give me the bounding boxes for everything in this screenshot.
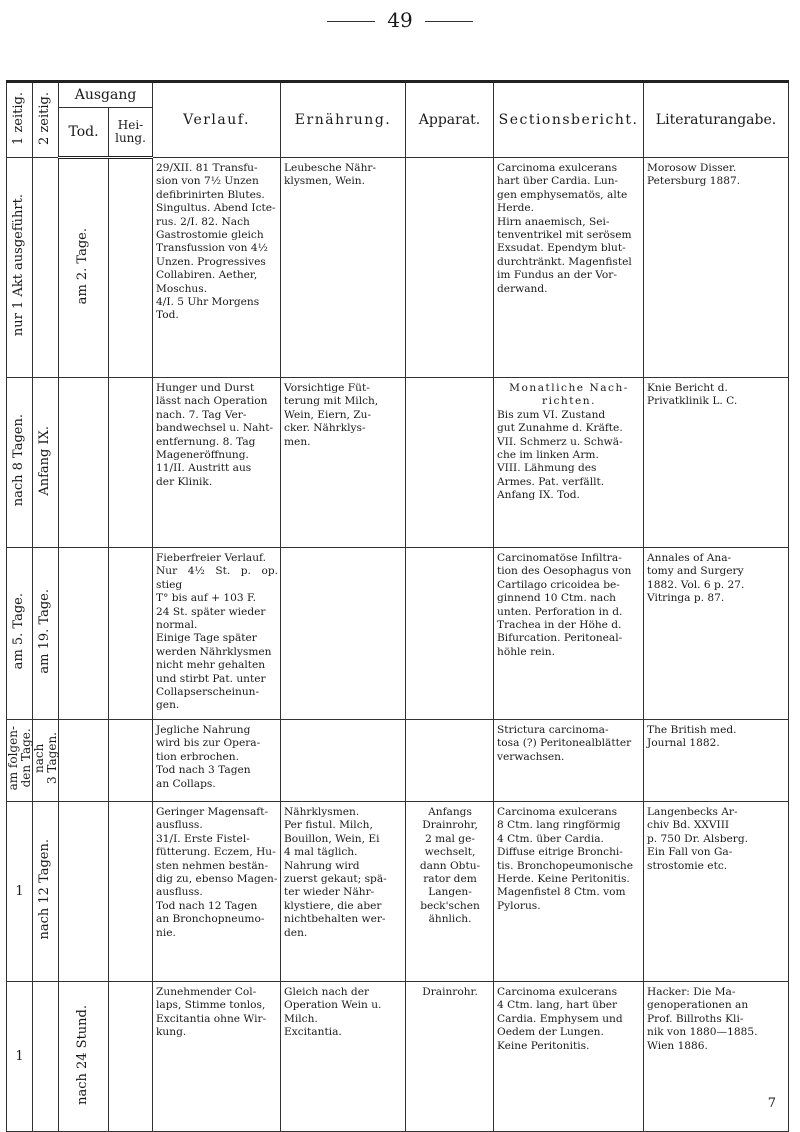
- cell-1-zeitig: am 5. Tage.: [7, 548, 33, 720]
- cell-1-zeitig: 1: [7, 802, 33, 982]
- cell-2-zeitig: nach 12 Tagen.: [33, 802, 59, 982]
- table-row: [7, 982, 789, 1132]
- cell-1-zeitig: nach 8 Tagen.: [7, 378, 33, 548]
- cell-literatur: Annales of Ana- tomy and Surgery 1882. Vol. 6 p. 27. Vitringa p. 87.: [644, 548, 789, 720]
- header-sectionsbericht: Sectionsbericht.: [494, 82, 644, 158]
- table-row: [7, 802, 789, 982]
- case-table: [6, 80, 789, 1132]
- cell-literatur: Morosow Disser. Petersburg 1887.: [644, 158, 789, 378]
- cell-apparat: [406, 548, 494, 720]
- cell-tod: [59, 378, 109, 548]
- cell-ernaehrung: [281, 720, 406, 802]
- section-subtitle: Monatliche Nach- richten.: [509, 382, 629, 408]
- header-2-zeitig: 2 zeitig.: [33, 82, 59, 158]
- cell-verlauf: Jegliche Nahrung wird bis zur Opera- tion erbrochen. Tod nach 3 Tagen an Collaps.: [153, 720, 281, 802]
- cell-2-zeitig: [33, 158, 59, 378]
- cell-2-zeitig: [33, 982, 59, 1132]
- cell-heilung: [109, 548, 153, 720]
- page-number-text: 49: [387, 8, 413, 32]
- cell-apparat: [406, 158, 494, 378]
- header-apparat: Apparat.: [406, 82, 494, 158]
- cell-verlauf: Hunger und Durst lässt nach Operation nach. 7. Tag Ver- bandwechsel u. Naht- entfernung. 8. Tag Mageneröffnung. 11/II. Austritt aus der Klinik.: [153, 378, 281, 548]
- header-tod: Tod.: [59, 108, 109, 158]
- cell-sectionsbericht: Carcinoma exulcerans hart über Cardia. Lun- gen emphysematös, alte Herde. Hirn anaemisch, Sei- tenventrikel mit serösem Exsudat. Ependym blut- durchtränkt. Magenfistel im Fundus an der Vor- derwand.: [494, 158, 644, 378]
- cell-ernaehrung: Gleich nach der Operation Wein u. Milch. Excitantia.: [281, 982, 406, 1132]
- cell-sectionsbericht: Strictura carcinoma- tosa (?) Peritonealblätter verwachsen.: [494, 720, 644, 802]
- cell-1-zeitig: nur 1 Akt ausgeführt.: [7, 158, 33, 378]
- cell-ernaehrung: [281, 548, 406, 720]
- cell-sectionsbericht: Carcinoma exulcerans 4 Ctm. lang, hart über Cardia. Emphysem und Oedem der Lungen. Keine Peritonitis.: [494, 982, 644, 1132]
- cell-literatur: Hacker: Die Ma- genoperationen an Prof. Billroths Kli- nik von 1880—1885. Wien 1886.: [644, 982, 789, 1132]
- cell-heilung: [109, 378, 153, 548]
- dash-right: [425, 21, 473, 22]
- cell-apparat: Drainrohr.: [406, 982, 494, 1132]
- table-row: [7, 158, 789, 378]
- cell-verlauf: 29/XII. 81 Transfu- sion von 7½ Unzen defibrinirten Blutes. Singultus. Abend Icte- rus. 2/I. 82. Nach Gastrostomie gleich Transfussion von 4½ Unzen. Progressives Collabiren. Aether, Moschus. 4/I. 5 Uhr Morgens Tod.: [153, 158, 281, 378]
- cell-tod: [59, 720, 109, 802]
- cell-heilung: [109, 720, 153, 802]
- section-body: Bis zum VI. Zustand gut Zunahme d. Kräfte. VII. Schmerz u. Schwä- che im linken Arm. VIII. Lähmung des Armes. Pat. verfällt. Anfang IX. Tod.: [497, 408, 623, 502]
- cell-apparat: [406, 378, 494, 548]
- cell-1-zeitig: am folgen- den Tage.: [7, 720, 33, 802]
- cell-2-zeitig: Anfang IX.: [33, 378, 59, 548]
- table-row: [7, 548, 789, 720]
- cell-literatur: Langenbecks Ar- chiv Bd. XXVIII p. 750 Dr. Alsberg. Ein Fall von Ga- strostomie etc.: [644, 802, 789, 982]
- header-ernaehrung: Ernährung.: [281, 82, 406, 158]
- header-ausgang: Ausgang: [59, 82, 153, 108]
- cell-2-zeitig: am 19. Tage.: [33, 548, 59, 720]
- cell-ernaehrung: Leubesche Nähr- klysmen, Wein.: [281, 158, 406, 378]
- cell-heilung: [109, 802, 153, 982]
- cell-tod: nach 24 Stund.: [59, 982, 109, 1132]
- cell-apparat: [406, 720, 494, 802]
- cell-ernaehrung: Nährklysmen. Per fistul. Milch, Bouillon, Wein, Ei 4 mal täglich. Nahrung wird zuerst gekaut; spä- ter wieder Nähr- klystiere, die aber nichtbehalten wer- den.: [281, 802, 406, 982]
- cell-sectionsbericht: Carcinomatöse Infiltra- tion des Oesophagus von Cartilago cricoidea be- ginnend 10 Ctm. nach unten. Perforation in d. Trachea in der Höhe d. Bifurcation. Peritoneal- höhle rein.: [494, 548, 644, 720]
- cell-tod: [59, 548, 109, 720]
- cell-heilung: [109, 982, 153, 1132]
- header-heilung: Hei- lung.: [109, 108, 153, 158]
- cell-tod: am 2. Tage.: [59, 158, 109, 378]
- header-1-zeitig: 1 zeitig.: [7, 82, 33, 158]
- cell-literatur: The British med. Journal 1882.: [644, 720, 789, 802]
- cell-tod: [59, 802, 109, 982]
- cell-1-zeitig: 1: [7, 982, 33, 1132]
- cell-verlauf: Fieberfreier Verlauf. Nur 4½ St. p. op. stieg T° bis auf + 103 F. 24 St. später wieder normal. Einige Tage später werden Nährklysmen nicht mehr gehalten und stirbt Pat. unter Collapserscheinun- gen.: [153, 548, 281, 720]
- table-row: [7, 378, 789, 548]
- header-verlauf: Verlauf.: [153, 82, 281, 158]
- table-row: [7, 720, 789, 802]
- cell-2-zeitig: nach 3 Tagen.: [33, 720, 59, 802]
- cell-sectionsbericht: [494, 378, 644, 548]
- cell-literatur: Knie Bericht d. Privatklinik L. C.: [644, 378, 789, 548]
- cell-verlauf: Zunehmender Col- laps, Stimme tonlos, Excitantia ohne Wir- kung.: [153, 982, 281, 1132]
- cell-heilung: [109, 158, 153, 378]
- header-literaturangabe: Literaturangabe.: [644, 82, 789, 158]
- footer-number: 7: [767, 1096, 776, 1111]
- cell-ernaehrung: Vorsichtige Füt- terung mit Milch, Wein, Eiern, Zu- cker. Nährklys- men.: [281, 378, 406, 548]
- cell-verlauf: Geringer Magensaft- ausfluss. 31/I. Erste Fistel- fütterung. Eczem, Hu- sten nehmen bestän- dig zu, ebenso Magen- ausfluss. Tod nach 12 Tagen an Bronchopneumo- nie.: [153, 802, 281, 982]
- cell-sectionsbericht: Carcinoma exulcerans 8 Ctm. lang ringförmig 4 Ctm. über Cardia. Diffuse eitrige Bronchi- tis. Bronchopeumonische Herde. Keine Peritonitis. Magenfistel 8 Ctm. vom Pylorus.: [494, 802, 644, 982]
- cell-apparat: Anfangs Drainrohr, 2 mal ge- wechselt, dann Obtu- rator dem Langen- beck'schen ähnlich.: [406, 802, 494, 982]
- dash-left: [327, 21, 375, 22]
- page-number: [0, 8, 800, 32]
